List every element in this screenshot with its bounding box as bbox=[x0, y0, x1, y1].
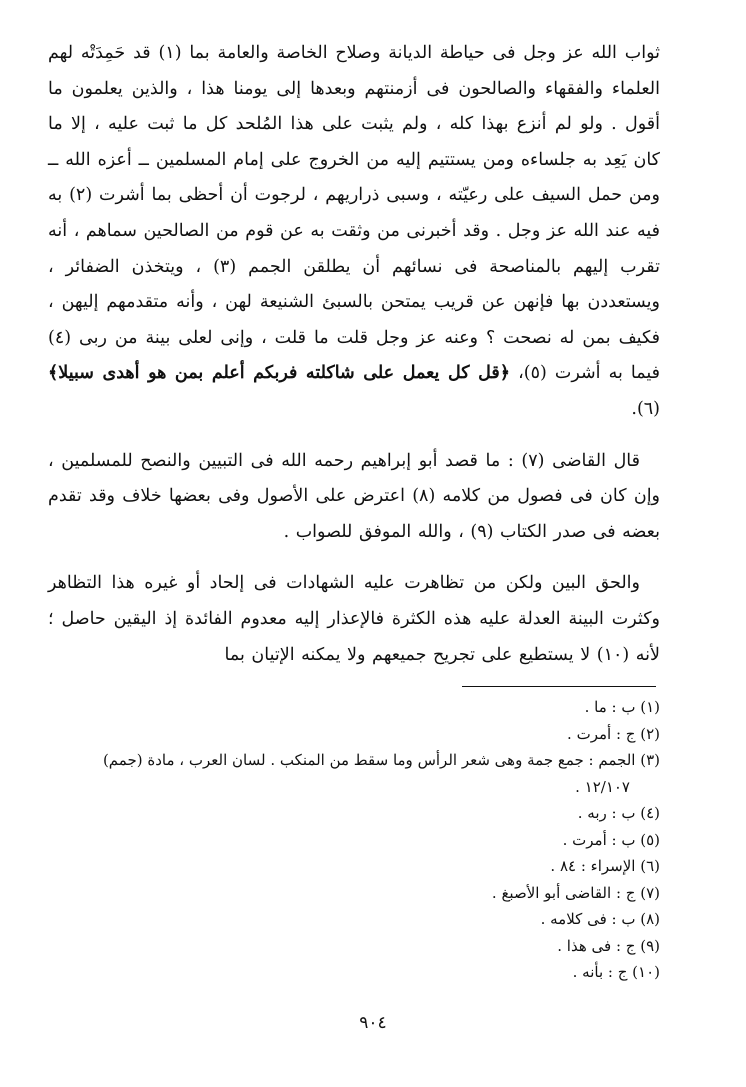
footnote-3-continuation: ١٢/١٠٧ . bbox=[575, 777, 630, 796]
footnote-7: (٧) ج : القاضى أبو الأصبغ . bbox=[491, 883, 660, 902]
footnote-1: (١) ب : ما . bbox=[584, 698, 660, 716]
footnote-5: (٥) ب : أمرت . bbox=[562, 830, 660, 849]
footnote-4: (٤) ب : ربه . bbox=[577, 804, 660, 822]
page-number: ٩٠٤ bbox=[359, 1013, 387, 1033]
footnote-separator bbox=[462, 686, 656, 687]
main-text bbox=[48, 36, 660, 673]
paragraph-1 bbox=[48, 36, 660, 428]
footnote-3: (٣) الجمم : جمع جمة وهى شعر الرأس وما سقط من المنكب . لسان العرب ، مادة (جمم) bbox=[102, 751, 660, 769]
quran-verse: ﴿قل كل يعمل على شاكلته فربكم أعلم بمن هو أهدى سبيلا﴾ bbox=[48, 363, 511, 384]
footnote-9: (٩) ج : فى هذا . bbox=[557, 936, 660, 955]
paragraph-1-end: (٦). bbox=[631, 398, 660, 419]
paragraph-2: قال القاضى (٧) : ما قصد أبو إبراهيم رحمه الله فى التبيين والنصح للمسلمين ، وإن كان فى فصول من كلامه (٨) اعترض على الأصول وفى بعضها خلاف وقد تقدم بعضه فى صدر الكتاب (٩) ، والله الموفق للصواب . bbox=[48, 450, 661, 542]
footnote-8: (٨) ب : فى كلامه . bbox=[540, 910, 660, 928]
paragraph-3: والحق البين ولكن من تظاهرت عليه الشهادات فى إلحاد أو غيره هذا التظاهر وكثرت البينة العدلة عليه هذه الكثرة فالإعذار إليه معدوم الفائدة إذ اليقين حاصل ؛ لأنه (١٠) لا يستطيع على تجريح جميعهم ولا يمكنه الإتيان بما bbox=[48, 573, 660, 665]
footnotes bbox=[48, 694, 660, 986]
footnote-10: (١٠) ج : بأنه . bbox=[572, 963, 660, 981]
footnote-2: (٢) ج : أمرت . bbox=[567, 724, 660, 743]
paragraph-1-text: ثواب الله عز وجل فى حياطة الديانة وصلاح الخاصة والعامة بما (١) قد حَمِدَتْه لهم العلماء والفقهاء والصالحون فى أزمنتهم وبعدها إلى يومنا هذا ، والذين يعلمون ما أقول . ولو لم أنزع بهذا كله ، ولم يثبت على هذا المُلحد كل ما ثبت عليه ، إلا ما كان يَعِد به جلساءه ومن يستتيم إليه من الخروج على إمام المسلمين ــ أعزه الله ــ ومن حمل السيف على رعيّته ، وسبى ذراريهم ، لرجوت أن أحظى بما أشرت (٢) به فيه عند الله عز وجل . وقد أخبرنى من وثقت به عن قوم من الصالحين سماهم ، أنه تقرب إليهم بالمناصحة فى نسائهم أن يطلقن الجمم (٣) ، ويتخذن الضفائر ، ويستعددن بها فإنهن عن قريب يمتحن بالسبئ الشنيعة لهن ، وأنه متقدمهم إليهن ، فكيف بمن له نصحت ؟ وعنه عز وجل قلت ما قلت ، وإنى لعلى بينة من ربى (٤) فيما به أشرت (٥)، bbox=[48, 43, 660, 384]
footnote-6: (٦) الإسراء : ٨٤ . bbox=[550, 857, 660, 875]
